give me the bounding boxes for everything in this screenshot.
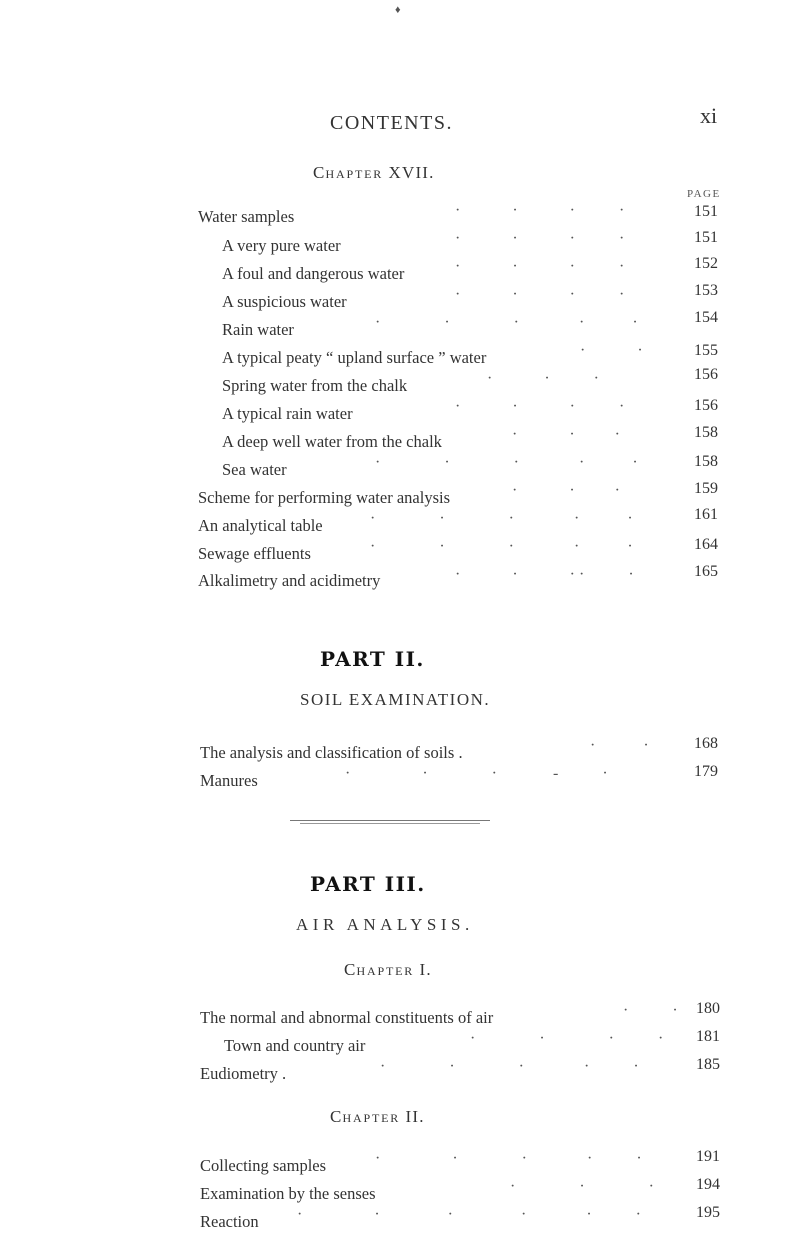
toc-entry-title: Alkalimetry and acidimetry xyxy=(198,571,381,590)
toc-entry-page: 152 xyxy=(694,255,718,272)
leader-dots: · · · xyxy=(487,370,599,387)
toc-entry-title: Scheme for performing water analysis xyxy=(198,488,450,507)
toc-entry-title: A deep well water from the chalk xyxy=(222,432,442,451)
chapter-heading-small: HAPTER xyxy=(325,167,384,181)
leader-dots: · · · · · · xyxy=(297,1206,641,1223)
part-iii-heading: PART III. xyxy=(310,872,426,896)
toc-entry-page: 155 xyxy=(694,342,718,359)
leader-dots: · · · · · xyxy=(370,538,633,555)
chapter-heading-lead: C xyxy=(330,1107,343,1126)
toc-entry-page: 159 xyxy=(694,480,718,497)
leader-dots: · · · · xyxy=(455,258,625,275)
toc-entry-title: The normal and abnormal constituents of air xyxy=(200,1008,494,1027)
toc-entry-title: A foul and dangerous water xyxy=(222,264,405,283)
toc-entry-title: Examination by the senses xyxy=(200,1184,376,1203)
toc-entry-title: Town and country air xyxy=(224,1036,366,1055)
leader-dots: · · · · xyxy=(455,202,625,219)
toc-entry-title: Sea water xyxy=(222,460,287,479)
toc-entry-title: Rain water xyxy=(222,320,294,339)
toc-entry-page: 191 xyxy=(696,1148,720,1165)
toc-entry-page: 185 xyxy=(696,1056,720,1073)
leader-dots: · · · · xyxy=(470,1030,664,1047)
leader-dots: · · · · · xyxy=(375,314,638,331)
chapter-ii-heading xyxy=(330,1107,425,1127)
toc-entry-title: Sewage effluents xyxy=(198,544,311,563)
toc-entry-title: Spring water from the chalk xyxy=(222,376,408,395)
section-divider xyxy=(290,820,490,821)
page-folio: xi xyxy=(700,103,718,128)
toc-entry-page: 156 xyxy=(694,366,718,383)
toc-entry-page: 181 xyxy=(696,1028,720,1045)
leader-dots: · · · · xyxy=(455,230,625,247)
toc-entry-title: A suspicious water xyxy=(222,292,347,311)
leader-dots: · · · · · xyxy=(370,510,633,527)
leader-dots: · · · - · xyxy=(345,765,608,782)
toc-entry-page: 151 xyxy=(694,229,718,246)
top-mark: ♦ xyxy=(395,4,401,16)
toc-entry-page: 158 xyxy=(694,424,718,441)
toc-entry-page: 195 xyxy=(696,1204,720,1221)
toc-entry-title: The analysis and classification of soils . xyxy=(200,743,463,762)
part-iii-subtitle: AIR ANALYSIS. xyxy=(296,915,474,934)
chapter-heading-small: HAPTER xyxy=(356,964,415,978)
chapter-heading-lead: C xyxy=(313,163,326,182)
toc-entry-page: 154 xyxy=(694,309,718,326)
toc-entry-page: 165 xyxy=(694,563,718,580)
part-ii-subtitle: SOIL EXAMINATION. xyxy=(300,690,491,709)
leader-dots: · · xyxy=(580,342,643,359)
toc-entry-page: 156 xyxy=(694,397,718,414)
toc-entry-page: 153 xyxy=(694,282,718,299)
toc-entry-page: 180 xyxy=(696,1000,720,1017)
leader-dots: · · xyxy=(590,737,649,754)
toc-entry-title: An analytical table xyxy=(198,516,323,535)
chapter-xvii-heading xyxy=(313,163,435,183)
chapter-heading-small: HAPTER xyxy=(342,1111,401,1125)
toc-entry-title: Water samples xyxy=(198,207,295,226)
toc-entry-title: Collecting samples xyxy=(200,1156,327,1175)
toc-entry-page: 164 xyxy=(694,536,718,553)
toc-entry-title: A very pure water xyxy=(222,236,341,255)
leader-dots: · · · · xyxy=(455,286,625,303)
chapter-i-heading xyxy=(344,960,432,980)
section-divider xyxy=(300,823,480,824)
leader-dots: · · · xyxy=(512,426,620,443)
leader-dots: · · · · · xyxy=(375,1150,642,1167)
toc-entry-page: 179 xyxy=(694,763,718,780)
toc-entry-title: A typical rain water xyxy=(222,404,353,423)
chapter-heading-number: XVII. xyxy=(388,163,435,182)
chapter-heading-number: II. xyxy=(405,1107,425,1126)
toc-entry-title: Reaction xyxy=(200,1212,259,1231)
toc-entry-title: A typical peaty “ upland surface ” water xyxy=(222,348,487,367)
toc-entry-page: 158 xyxy=(694,453,718,470)
chapter-heading-lead: C xyxy=(344,960,357,979)
running-head: CONTENTS. xyxy=(330,112,453,134)
toc-entry-page: 161 xyxy=(694,506,718,523)
toc-entry-page: 168 xyxy=(694,735,718,752)
leader-dots: · · · · xyxy=(455,398,625,415)
leader-dots: · · · xyxy=(512,482,620,499)
leader-dots: · · xyxy=(623,1002,678,1019)
chapter-heading-number: I. xyxy=(419,960,432,979)
page-column-label: PAGE xyxy=(687,188,721,200)
toc-entry-title: Eudiometry . xyxy=(200,1064,287,1083)
leader-dots: · · · · · xyxy=(375,454,638,471)
part-ii-heading: PART II. xyxy=(320,647,425,671)
toc-entry-page: 151 xyxy=(694,203,718,220)
leader-dots: · · · · · xyxy=(455,566,634,583)
leader-dots: · · · xyxy=(510,1178,654,1195)
toc-entry-page: 194 xyxy=(696,1176,720,1193)
toc-entry-title: Manures xyxy=(200,771,258,790)
leader-dots: · · · · · xyxy=(380,1058,639,1075)
